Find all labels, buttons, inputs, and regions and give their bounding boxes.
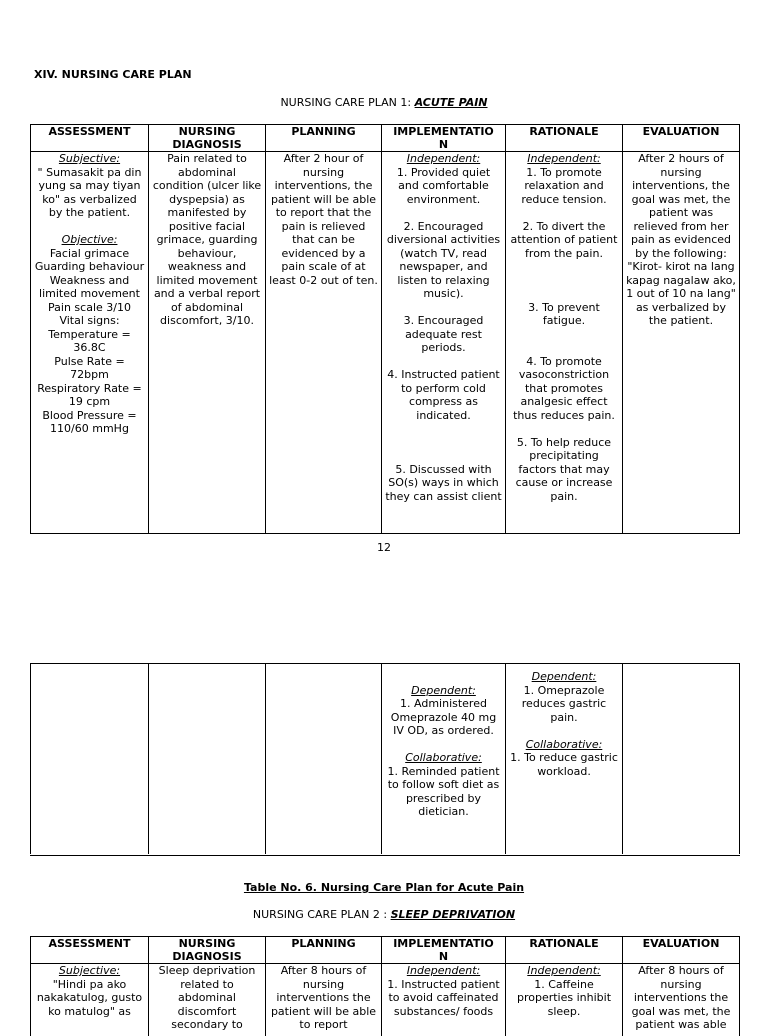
cell-text: 1. Administered Omeprazole 40 mg IV OD, as ordered. bbox=[390, 697, 497, 737]
implementation-cell bbox=[381, 663, 505, 854]
table-header-row bbox=[30, 124, 740, 151]
subheading-line bbox=[509, 964, 619, 978]
diagnosis-cell bbox=[148, 151, 265, 533]
cell-text: After 8 hours of nursing interventions the goal was met, the patient was able bbox=[631, 964, 731, 1031]
spacer bbox=[385, 670, 502, 684]
cell-text: Vital signs: bbox=[59, 314, 120, 327]
column-header-text: PLANNING bbox=[291, 125, 356, 138]
cell-text: Blood Pressure = 110/60 mmHg bbox=[42, 408, 137, 435]
spacer bbox=[385, 355, 502, 369]
spacer bbox=[509, 287, 619, 301]
col-assessment bbox=[30, 124, 148, 151]
table-header-row bbox=[30, 936, 740, 963]
column-header-text: PLANNING bbox=[291, 937, 356, 950]
subheading: Collaborative: bbox=[525, 737, 603, 751]
col-rationale bbox=[505, 936, 622, 963]
column-header-text: ASSESSMENT bbox=[48, 937, 131, 950]
cell-text: 5. To help reduce precipitating factors that may cause or increase pain. bbox=[515, 435, 613, 503]
plan2-title: NURSING CARE PLAN 2 : SLEEP DEPRIVATION bbox=[252, 908, 516, 921]
table-row bbox=[30, 963, 740, 1036]
spacer bbox=[509, 724, 619, 738]
column-header-text: RATIONALE bbox=[529, 937, 599, 950]
column-header-text: NURSING bbox=[178, 937, 236, 950]
cell-text: 3. Encouraged adequate rest periods. bbox=[403, 314, 484, 354]
cell-text: After 8 hours of nursing interventions the patient will be able to report bbox=[270, 964, 377, 1031]
cell-text: Pulse Rate = 72bpm bbox=[54, 354, 125, 381]
evaluation-cell bbox=[622, 151, 740, 533]
col-rationale bbox=[505, 124, 622, 151]
subheading-line bbox=[385, 751, 502, 765]
rationale-cell bbox=[505, 151, 622, 533]
spacer bbox=[385, 738, 502, 752]
cell-text: 1. Caffeine properties inhibit sleep. bbox=[516, 977, 612, 1018]
empty-cell bbox=[148, 663, 265, 854]
plan1-name: ACUTE PAIN bbox=[414, 96, 488, 109]
cell-text: Weakness and limited movement bbox=[39, 273, 140, 300]
column-header-text: DIAGNOSIS bbox=[172, 950, 242, 963]
spacer bbox=[385, 206, 502, 220]
cell-text: 2. To divert the attention of patient from the pain. bbox=[510, 219, 618, 260]
plan2-name: SLEEP DEPRIVATION bbox=[390, 908, 516, 921]
subheading-line bbox=[509, 152, 619, 166]
table-caption: Table No. 6. Nursing Care Plan for Acute Pain bbox=[243, 881, 525, 894]
subheading-line bbox=[509, 670, 619, 684]
cell-text: 1. To promote relaxation and reduce tension. bbox=[521, 165, 607, 206]
column-header-text: IMPLEMENTATIO bbox=[393, 125, 494, 138]
col-planning bbox=[265, 936, 381, 963]
subheading-line bbox=[34, 152, 145, 166]
evaluation-cell bbox=[622, 963, 740, 1036]
cell-text: Respiratory Rate = 19 cpm bbox=[37, 381, 142, 408]
cell-text: 1. To reduce gastric workload. bbox=[510, 751, 618, 778]
care-plan-1-table bbox=[30, 124, 740, 534]
subheading: Independent: bbox=[527, 964, 601, 977]
cell-text: 5. Discussed with SO(s) ways in which they can assist client bbox=[385, 462, 502, 503]
subheading-line bbox=[509, 738, 619, 752]
section-heading: XIV. NURSING CARE PLAN bbox=[34, 68, 192, 81]
column-header-text: RATIONALE bbox=[529, 125, 599, 138]
column-header-text: IMPLEMENTATIO bbox=[393, 937, 494, 950]
cell-text: After 2 hour of nursing interventions, the patient will be able to report that the pain is relieved that can be evidenced by a pain scale of at least 0-2 out of ten. bbox=[269, 152, 378, 287]
column-header-text: NURSING bbox=[178, 125, 236, 138]
cell-text: 4. To promote vasoconstriction that promotes analgesic effect thus reduces pain. bbox=[513, 354, 615, 422]
assessment-cell bbox=[30, 151, 148, 533]
subheading-line bbox=[34, 964, 145, 978]
spacer bbox=[385, 449, 502, 463]
column-header-text: DIAGNOSIS bbox=[172, 138, 242, 151]
subheading: Independent: bbox=[406, 152, 481, 165]
column-header-text: N bbox=[438, 138, 449, 151]
spacer bbox=[385, 436, 502, 450]
col-implementation bbox=[381, 124, 505, 151]
planning-cell bbox=[265, 963, 381, 1036]
implementation-cell bbox=[381, 963, 505, 1036]
empty-cell bbox=[622, 663, 740, 854]
col-implementation bbox=[381, 936, 505, 963]
spacer bbox=[385, 301, 502, 315]
subheading-line bbox=[385, 964, 502, 978]
column-header-text: EVALUATION bbox=[642, 125, 720, 138]
page-number: 12 bbox=[377, 541, 391, 554]
cell-text: 1. Reminded patient to follow soft diet as prescribed by dietician. bbox=[387, 764, 500, 818]
spacer bbox=[34, 220, 145, 234]
plan1-title: NURSING CARE PLAN 1: ACUTE PAIN bbox=[280, 96, 488, 109]
rationale-cell bbox=[505, 663, 622, 854]
cell-text: Guarding behaviour bbox=[34, 260, 145, 273]
cell-text: " Sumasakit pa din yung sa may tiyan ko" as verbalized by the patient. bbox=[37, 165, 142, 219]
subheading: Dependent: bbox=[531, 670, 597, 683]
cell-text: Temperature = 36.8C bbox=[48, 327, 131, 354]
subheading-line bbox=[385, 684, 502, 698]
col-nursing-diagnosis bbox=[148, 936, 265, 963]
planning-cell bbox=[265, 151, 381, 533]
diagnosis-cell bbox=[148, 963, 265, 1036]
cell-text: 1. Omeprazole reduces gastric pain. bbox=[521, 683, 607, 724]
subheading: Independent: bbox=[406, 964, 481, 977]
empty-cell bbox=[30, 663, 148, 854]
table-row bbox=[30, 151, 740, 533]
care-plan-1-continued-table bbox=[30, 663, 740, 856]
cell-text: After 2 hours of nursing interventions, the goal was met, the patient was relieved from her pain as evidenced by the following: "Kirot- kirot na lang kapag nagalaw ako, 1 out of 10 na lang" as verbalized by the patient. bbox=[626, 152, 736, 327]
table-row bbox=[30, 663, 740, 854]
spacer bbox=[509, 274, 619, 288]
col-evaluation bbox=[622, 124, 740, 151]
cell-text: 1. Instructed patient to avoid caffeinated substances/ foods bbox=[387, 977, 500, 1018]
subheading: Objective: bbox=[61, 233, 118, 246]
subheading-line bbox=[34, 233, 145, 247]
cell-text: 2. Encouraged diversional activities (watch TV, read newspaper, and listen to relaxing music). bbox=[386, 219, 501, 300]
assessment-cell bbox=[30, 963, 148, 1036]
spacer bbox=[509, 328, 619, 342]
care-plan-2-table bbox=[30, 936, 740, 1036]
column-header-text: N bbox=[438, 950, 449, 963]
spacer bbox=[509, 422, 619, 436]
cell-text: 3. To prevent fatigue. bbox=[528, 300, 600, 327]
subheading-line bbox=[385, 152, 502, 166]
col-assessment bbox=[30, 936, 148, 963]
spacer bbox=[385, 422, 502, 436]
cell-text: Pain scale 3/10 bbox=[48, 300, 131, 314]
col-planning bbox=[265, 124, 381, 151]
col-nursing-diagnosis bbox=[148, 124, 265, 151]
empty-cell bbox=[265, 663, 381, 854]
cell-text: Pain related to abdominal condition (ulcer like dyspepsia) as manifested by positive facial grimace, guarding behaviour, weakness and limited movement and a verbal report of abdominal discomfort, 3/10. bbox=[152, 152, 262, 327]
cell-text: Facial grimace bbox=[49, 246, 130, 260]
spacer bbox=[509, 341, 619, 355]
cell-text: "Hindi pa ako nakakatulog, gusto ko matulog" as bbox=[36, 977, 143, 1018]
subheading: Subjective: bbox=[58, 964, 121, 977]
rationale-cell bbox=[505, 963, 622, 1036]
cell-text: Sleep deprivation related to abdominal discomfort secondary to bbox=[158, 964, 256, 1031]
spacer bbox=[509, 260, 619, 274]
column-header-text: ASSESSMENT bbox=[48, 125, 131, 138]
subheading: Dependent: bbox=[411, 683, 476, 697]
cell-text: 1. Provided quiet and comfortable environment. bbox=[396, 165, 491, 206]
column-header-text: EVALUATION bbox=[642, 937, 720, 950]
subheading: Collaborative: bbox=[405, 751, 482, 764]
spacer bbox=[509, 206, 619, 220]
implementation-cell bbox=[381, 151, 505, 533]
subheading: Subjective: bbox=[58, 152, 121, 165]
subheading: Independent: bbox=[527, 152, 601, 165]
cell-text: 4. Instructed patient to perform cold compress as indicated. bbox=[387, 368, 500, 422]
col-evaluation bbox=[622, 936, 740, 963]
